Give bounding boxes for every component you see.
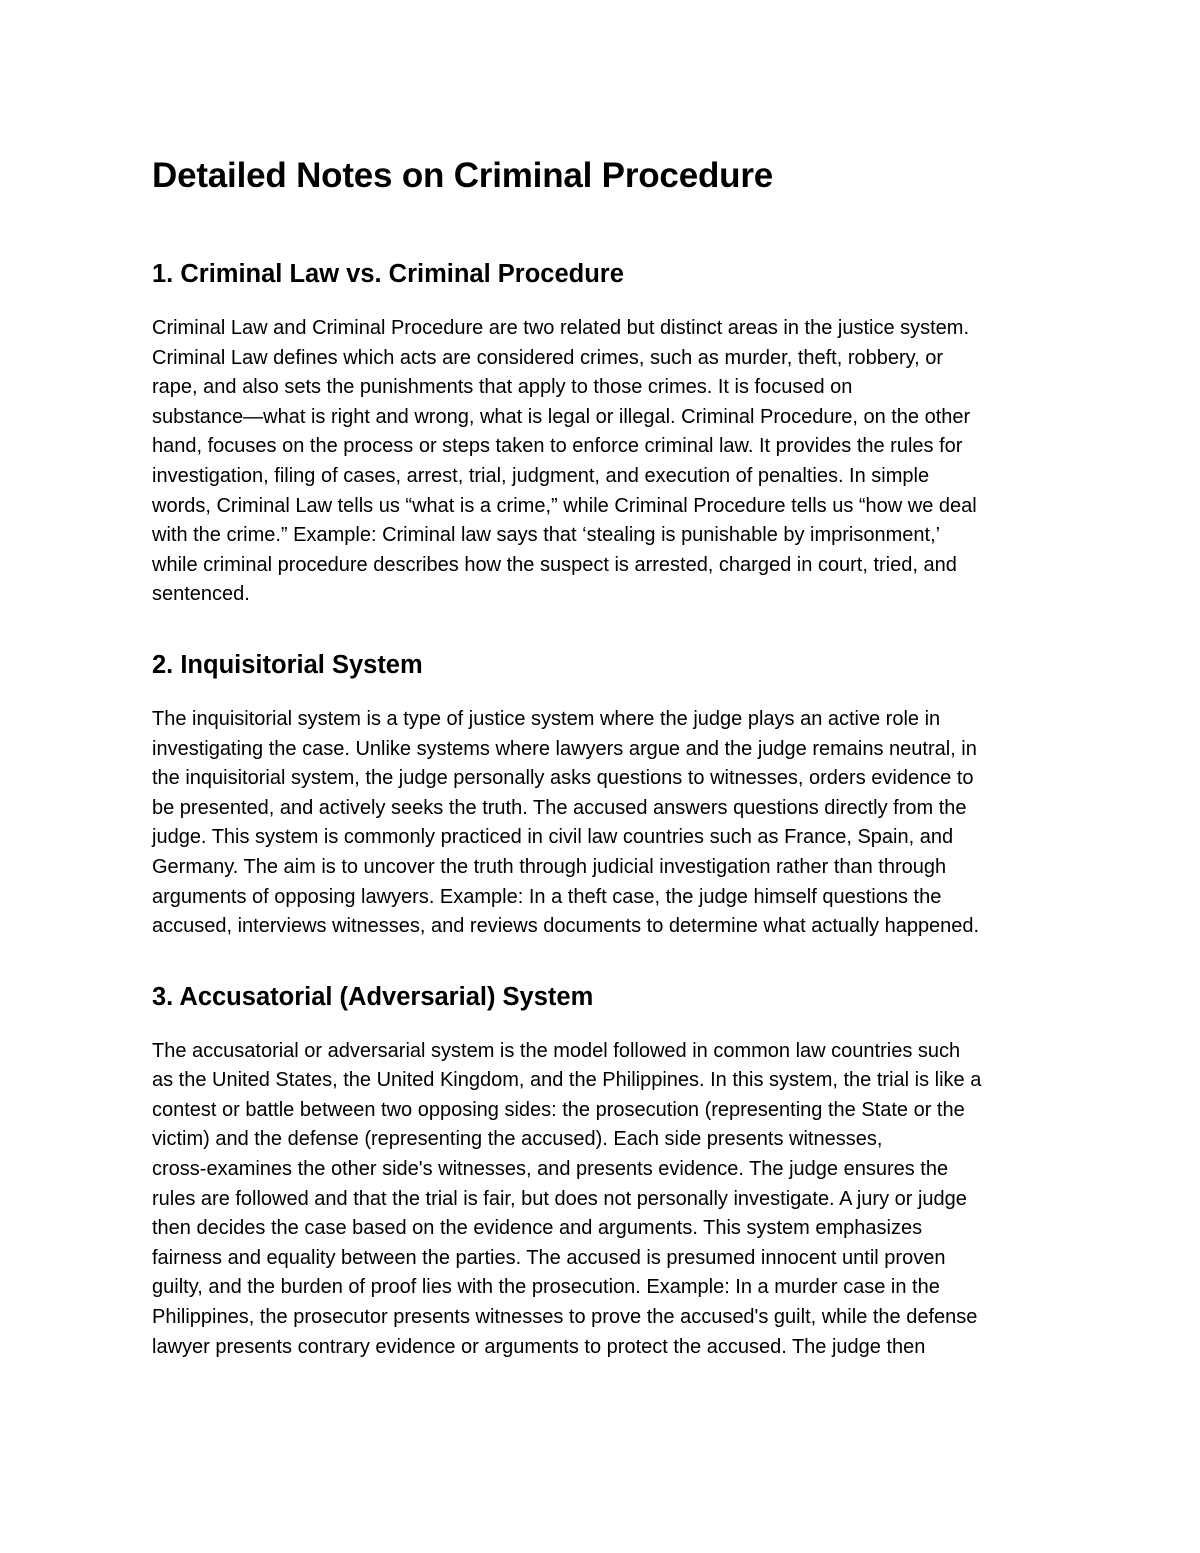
section-inquisitorial-system — [152, 647, 1052, 942]
section-criminal-law-vs-procedure — [152, 256, 1052, 610]
section-paragraph: Criminal Law and Criminal Procedure are two related but distinct areas in the justice system. Criminal Law defines which acts are considered crimes, such as murder, theft, robbery, or rape, and also sets the punishments that apply to those crimes. It is focused on substance—what is right and wrong, what is legal or illegal. Criminal Procedure, on the other hand, focuses on the process or steps taken to enforce criminal law. It provides the rules for investigation, filing of cases, arrest, trial, judgment, and execution of penalties. In simple words, Criminal Law tells us “what is a crime,” while Criminal Procedure tells us “how we deal with the crime.” Example: Criminal law says that ‘stealing is punishable by imprisonment,’ while criminal procedure describes how the suspect is arrested, charged in court, tried, and sentenced. — [152, 317, 977, 606]
document-content — [152, 150, 1052, 1362]
section-heading: 3. Accusatorial (Adversarial) System — [152, 982, 594, 1011]
document-title: Detailed Notes on Criminal Procedure — [152, 156, 774, 195]
section-paragraph: The accusatorial or adversarial system is the model followed in common law countries such as the United States, the United Kingdom, and the Philippines. In this system, the trial is like a contest or battle between two opposing sides: the prosecution (representing the State or the victim) and the defense (representing the accused). Each side presents witnesses, cross-examines the other side's witnesses, and presents evidence. The judge ensures the rules are followed and that the trial is fair, but does not personally investigate. A jury or judge then decides the case based on the evidence and arguments. This system emphasizes fairness and equality between the parties. The accused is presumed innocent until proven guilty, and the burden of proof lies with the prosecution. Example: In a murder case in the Philippines, the prosecutor presents witnesses to prove the accused's guilt, while the defense lawyer presents contrary evidence or arguments to protect the accused. The judge then — [152, 1039, 982, 1358]
section-accusatorial-system — [152, 979, 1052, 1363]
section-paragraph: The inquisitorial system is a type of justice system where the judge plays an active role in investigating the case. Unlike systems where lawyers argue and the judge remains neutral, in the inquisitorial system, the judge personally asks questions to witnesses, orders evidence to be presented, and actively seeks the truth. The accused answers questions directly from the judge. This system is commonly practiced in civil law countries such as France, Spain, and Germany. The aim is to uncover the truth through judicial investigation rather than through arguments of opposing lawyers. Example: In a theft case, the judge himself questions the accused, interviews witnesses, and reviews documents to determine what actually happened. — [152, 707, 980, 938]
section-heading: 1. Criminal Law vs. Criminal Procedure — [152, 260, 624, 288]
section-heading: 2. Inquisitorial System — [152, 650, 423, 679]
